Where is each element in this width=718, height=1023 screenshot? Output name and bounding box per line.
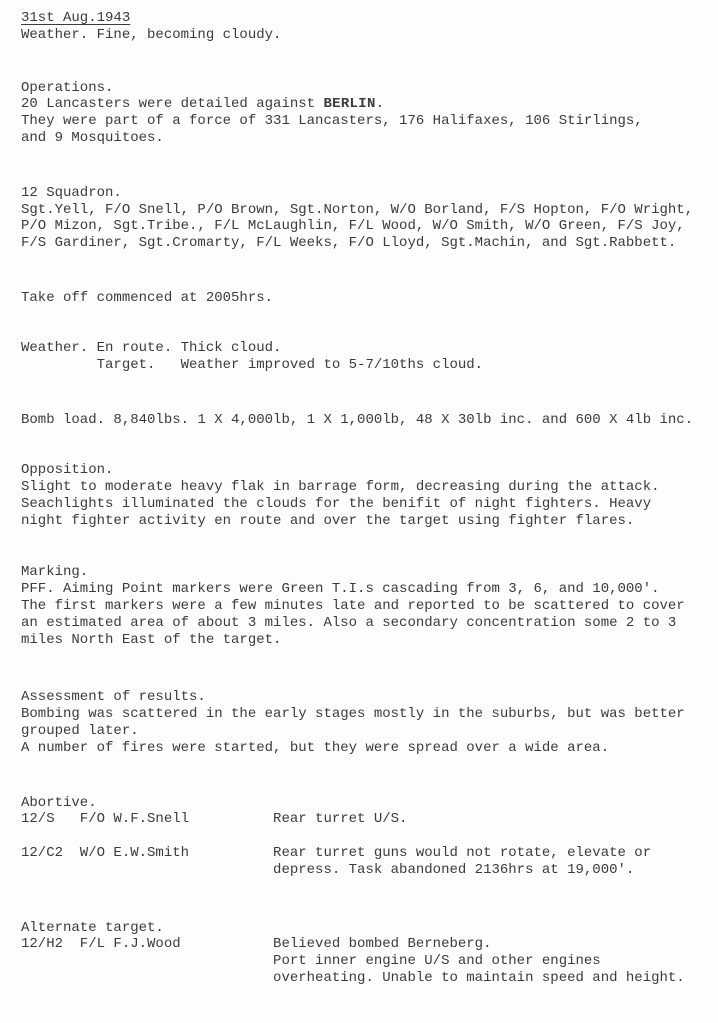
marking-line-3: an estimated area of about 3 miles. Also a secondary concentration some 2 to 3 xyxy=(21,614,677,631)
assessment-line-3: A number of fires were started, but they were spread over a wide area. xyxy=(21,739,610,756)
date-heading: 31st Aug.1943 xyxy=(21,10,131,26)
alternate-row-wood-line-1: 12/H2 F/L F.J.Wood Believed bombed Berneberg. xyxy=(21,936,492,953)
crew-list-line-2: P/O Mizon, Sgt.Tribe., F/L McLaughlin, F/L Wood, W/O Smith, W/O Green, F/S Joy, xyxy=(21,218,685,235)
opposition-line-3: night fighter activity en route and over the target using fighter flares. xyxy=(21,512,635,529)
alternate-target-heading: Alternate target. xyxy=(21,919,164,936)
section-weather-detail xyxy=(21,340,718,374)
force-composition-line: They were part of a force of 331 Lancasters, 176 Halifaxes, 106 Stirlings, xyxy=(21,113,643,130)
operations-detail-pre: 20 Lancasters were detailed against xyxy=(21,96,324,113)
weather-summary-line: Weather. Fine, becoming cloudy. xyxy=(21,26,282,43)
assessment-heading: Assessment of results. xyxy=(21,689,206,706)
alternate-row-wood-line-3: overheating. Unable to maintain speed and height. xyxy=(21,969,685,986)
marking-line-1: PFF. Aiming Point markers were Green T.I.s cascading from 3, 6, and 10,000'. xyxy=(21,581,660,598)
operations-detail-line xyxy=(21,96,718,113)
assessment-line-2: grouped later. xyxy=(21,722,139,739)
opposition-line-1: Slight to moderate heavy flak in barrage form, decreasing during the attack. xyxy=(21,478,660,495)
section-operations xyxy=(21,80,718,147)
date-heading-line xyxy=(21,10,718,27)
target-city-bold: BERLIN xyxy=(323,96,376,113)
section-opposition xyxy=(21,462,718,529)
operations-detail-post: . xyxy=(375,96,385,113)
section-alternate-target xyxy=(21,920,718,987)
section-takeoff xyxy=(21,290,718,307)
crew-list-line-1: Sgt.Yell, F/O Snell, P/O Brown, Sgt.Norton, W/O Borland, F/S Hopton, F/O Wright, xyxy=(21,201,694,218)
section-assessment xyxy=(21,689,718,756)
crew-list-line-3: F/S Gardiner, Sgt.Cromarty, F/L Weeks, F/O Lloyd, Sgt.Machin, and Sgt.Rabbett. xyxy=(21,235,677,252)
takeoff-line: Take off commenced at 2005hrs. xyxy=(21,289,274,306)
section-bomb-load xyxy=(21,412,718,429)
squadron-heading: 12 Squadron. xyxy=(21,184,122,201)
section-marking xyxy=(21,564,718,648)
marking-heading: Marking. xyxy=(21,564,89,581)
assessment-line-1: Bombing was scattered in the early stages mostly in the suburbs, but was better xyxy=(21,706,685,723)
opposition-line-2: Seachlights illuminated the clouds for the benifit of night fighters. Heavy xyxy=(21,495,652,512)
weather-enroute-line: Weather. En route. Thick cloud. xyxy=(21,339,282,356)
alternate-row-wood-line-2: Port inner engine U/S and other engines xyxy=(21,953,601,970)
force-composition-line-2: and 9 Mosquitoes. xyxy=(21,129,164,146)
section-abortive xyxy=(21,795,718,879)
abortive-row-snell: 12/S F/O W.F.Snell Rear turret U/S. xyxy=(21,811,408,828)
abortive-heading: Abortive. xyxy=(21,794,97,811)
operations-heading: Operations. xyxy=(21,79,114,96)
marking-line-2: The first markers were a few minutes late and reported to be scattered to cover xyxy=(21,597,685,614)
marking-line-4: miles North East of the target. xyxy=(21,631,282,648)
blank-line xyxy=(21,828,718,845)
abortive-row-smith-line-1: 12/C2 W/O E.W.Smith Rear turret guns would not rotate, elevate or xyxy=(21,844,652,861)
weather-target-line: Target. Weather improved to 5-7/10ths cloud. xyxy=(21,356,484,373)
section-squadron xyxy=(21,185,718,252)
abortive-row-smith-line-2: depress. Task abandoned 2136hrs at 19,000'. xyxy=(21,861,635,878)
opposition-heading: Opposition. xyxy=(21,462,114,479)
bomb-load-line: Bomb load. 8,840lbs. 1 X 4,000lb, 1 X 1,000lb, 48 X 30lb inc. and 600 X 4lb inc. xyxy=(21,412,694,429)
